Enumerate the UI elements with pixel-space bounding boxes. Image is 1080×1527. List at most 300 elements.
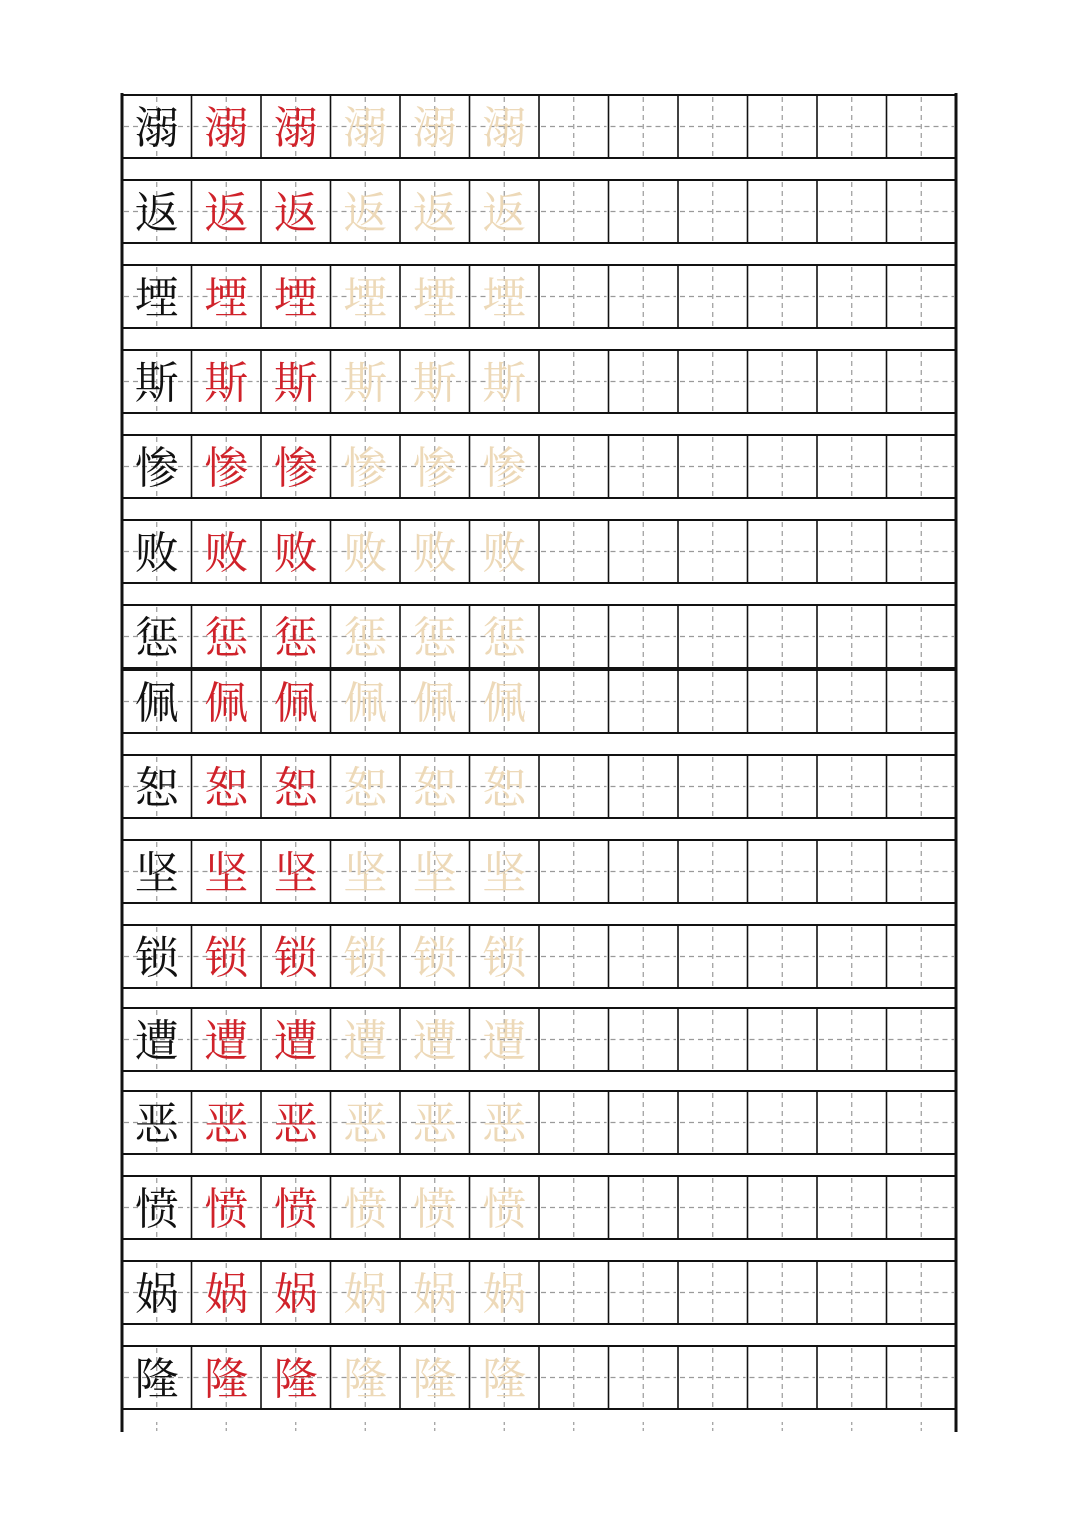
practice-row [122, 95, 956, 158]
trace-cell-red [192, 180, 260, 243]
model-character: 溺 [134, 103, 179, 154]
writing-box[interactable] [887, 840, 955, 903]
writing-box[interactable] [748, 1176, 816, 1239]
writing-box[interactable] [887, 605, 955, 668]
trace-cell-faint [400, 180, 468, 243]
writing-box[interactable] [678, 265, 746, 328]
trace-cell-faint [400, 95, 468, 158]
writing-box[interactable] [609, 265, 677, 328]
trace-cell-red [192, 840, 260, 903]
writing-box[interactable] [539, 180, 607, 243]
practice-row [122, 605, 956, 668]
writing-box[interactable] [887, 95, 955, 158]
writing-box[interactable] [887, 265, 955, 328]
trace-cell-red [192, 670, 260, 733]
faint-trace-character: 堙 [482, 273, 527, 324]
trace-cell-faint [400, 265, 468, 328]
model-cell [124, 437, 190, 496]
writing-box[interactable] [817, 180, 885, 243]
writing-box[interactable] [887, 520, 955, 583]
model-character: 遭 [134, 1016, 179, 1067]
faint-trace-character: 斯 [412, 358, 457, 409]
writing-box[interactable] [678, 95, 746, 158]
model-cell [124, 672, 190, 731]
faint-trace-character: 佩 [482, 678, 527, 729]
faint-trace-character: 遭 [412, 1016, 457, 1067]
trace-cell-faint [331, 95, 399, 158]
red-trace-character: 愤 [204, 1184, 249, 1235]
model-character: 恶 [134, 1099, 179, 1150]
trace-cell-faint [400, 350, 468, 413]
faint-trace-character: 锁 [343, 933, 388, 984]
writing-box[interactable] [678, 755, 746, 818]
red-trace-character: 隆 [204, 1354, 249, 1405]
faint-trace-character: 返 [343, 188, 388, 239]
model-character: 佩 [134, 678, 179, 729]
writing-box[interactable] [817, 755, 885, 818]
red-trace-character: 败 [204, 528, 249, 579]
faint-trace-character: 斯 [482, 358, 527, 409]
writing-box[interactable] [817, 265, 885, 328]
red-trace-character: 堙 [273, 273, 318, 324]
trace-cell-red [261, 605, 329, 668]
trace-cell-red [261, 520, 329, 583]
trace-cell-faint [470, 605, 538, 668]
writing-box[interactable] [817, 1091, 885, 1154]
faint-trace-character: 败 [482, 528, 527, 579]
writing-box[interactable] [817, 605, 885, 668]
faint-trace-character: 恕 [343, 763, 388, 814]
model-cell [124, 927, 190, 986]
faint-trace-character: 佩 [343, 678, 388, 729]
model-character: 隆 [134, 1354, 179, 1405]
trace-cell-red [261, 1261, 329, 1324]
model-cell [124, 1093, 190, 1152]
writing-box[interactable] [887, 435, 955, 498]
trace-cell-red [192, 1176, 260, 1239]
trace-cell-faint [331, 1346, 399, 1409]
model-character: 愤 [134, 1184, 179, 1235]
writing-box[interactable] [887, 1176, 955, 1239]
writing-box[interactable] [817, 350, 885, 413]
trace-cell-faint [470, 180, 538, 243]
trace-cell-faint [470, 1008, 538, 1071]
writing-box[interactable] [678, 520, 746, 583]
red-trace-character: 溺 [204, 103, 249, 154]
writing-box[interactable] [609, 605, 677, 668]
practice-row [122, 520, 956, 583]
trace-cell-red [261, 1176, 329, 1239]
faint-trace-character: 惨 [343, 443, 388, 494]
writing-box[interactable] [748, 1091, 816, 1154]
red-trace-character: 佩 [204, 678, 249, 729]
writing-box[interactable] [817, 1176, 885, 1239]
model-cell [124, 267, 190, 326]
faint-trace-character: 惩 [482, 613, 527, 664]
faint-trace-character: 隆 [412, 1354, 457, 1405]
writing-box[interactable] [678, 1008, 746, 1071]
practice-row [122, 755, 956, 818]
writing-box[interactable] [748, 605, 816, 668]
practice-row [122, 265, 956, 328]
red-trace-character: 娲 [273, 1269, 318, 1320]
faint-trace-character: 娲 [482, 1269, 527, 1320]
writing-box[interactable] [887, 925, 955, 988]
trace-cell-red [261, 755, 329, 818]
trace-cell-red [192, 1008, 260, 1071]
faint-trace-character: 溺 [343, 103, 388, 154]
faint-trace-character: 败 [343, 528, 388, 579]
writing-box[interactable] [678, 350, 746, 413]
faint-trace-character: 隆 [482, 1354, 527, 1405]
red-trace-character: 惨 [204, 443, 249, 494]
writing-box[interactable] [609, 435, 677, 498]
faint-trace-character: 恕 [482, 763, 527, 814]
writing-box[interactable] [748, 265, 816, 328]
trace-cell-faint [331, 605, 399, 668]
trace-cell-faint [331, 670, 399, 733]
model-cell [124, 352, 190, 411]
trace-cell-faint [470, 840, 538, 903]
trace-cell-faint [331, 925, 399, 988]
trace-cell-faint [400, 520, 468, 583]
trace-cell-faint [331, 1261, 399, 1324]
writing-box[interactable] [678, 925, 746, 988]
writing-box[interactable] [678, 1261, 746, 1324]
trace-cell-red [261, 1008, 329, 1071]
writing-box[interactable] [609, 840, 677, 903]
writing-box[interactable] [817, 840, 885, 903]
red-trace-character: 娲 [204, 1269, 249, 1320]
faint-trace-character: 佩 [412, 678, 457, 729]
red-trace-character: 恶 [273, 1099, 318, 1150]
model-cell [124, 1348, 190, 1407]
writing-box[interactable] [748, 1346, 816, 1409]
writing-box[interactable] [748, 1008, 816, 1071]
practice-row [122, 1008, 956, 1071]
trace-cell-red [192, 925, 260, 988]
trace-cell-red [192, 435, 260, 498]
red-trace-character: 溺 [273, 103, 318, 154]
writing-box[interactable] [539, 755, 607, 818]
trace-cell-faint [331, 1091, 399, 1154]
faint-trace-character: 惨 [412, 443, 457, 494]
trace-cell-faint [470, 350, 538, 413]
writing-box[interactable] [748, 1261, 816, 1324]
writing-box[interactable] [678, 605, 746, 668]
model-character: 返 [134, 188, 179, 239]
faint-trace-character: 遭 [482, 1016, 527, 1067]
trace-cell-red [192, 95, 260, 158]
trace-cell-red [192, 1346, 260, 1409]
red-trace-character: 恕 [273, 763, 318, 814]
red-trace-character: 锁 [273, 933, 318, 984]
trace-cell-faint [331, 520, 399, 583]
writing-box[interactable] [678, 670, 746, 733]
practice-row [122, 1346, 956, 1409]
model-cell [124, 757, 190, 816]
trace-cell-red [261, 840, 329, 903]
writing-box[interactable] [748, 520, 816, 583]
faint-trace-character: 惨 [482, 443, 527, 494]
red-trace-character: 遭 [204, 1016, 249, 1067]
trace-cell-faint [470, 1176, 538, 1239]
trace-cell-red [192, 755, 260, 818]
trace-cell-red [261, 265, 329, 328]
faint-trace-character: 惩 [343, 613, 388, 664]
trace-cell-red [261, 350, 329, 413]
trace-cell-faint [470, 1346, 538, 1409]
model-cell [124, 1178, 190, 1237]
red-trace-character: 恶 [204, 1099, 249, 1150]
faint-trace-character: 锁 [482, 933, 527, 984]
writing-box[interactable] [609, 1261, 677, 1324]
model-character: 恕 [134, 763, 179, 814]
faint-trace-character: 坚 [412, 848, 457, 899]
trace-cell-faint [331, 1008, 399, 1071]
writing-box[interactable] [748, 840, 816, 903]
writing-box[interactable] [539, 1346, 607, 1409]
trace-cell-faint [470, 925, 538, 988]
red-trace-character: 惨 [273, 443, 318, 494]
writing-box[interactable] [678, 180, 746, 243]
trace-cell-faint [331, 840, 399, 903]
writing-box[interactable] [678, 1091, 746, 1154]
model-character: 堙 [134, 273, 179, 324]
red-trace-character: 惩 [273, 613, 318, 664]
trace-cell-faint [470, 435, 538, 498]
model-cell [124, 522, 190, 581]
trace-cell-faint [470, 670, 538, 733]
writing-box[interactable] [609, 1346, 677, 1409]
practice-row [122, 350, 956, 413]
trace-cell-faint [400, 755, 468, 818]
writing-box[interactable] [817, 1261, 885, 1324]
writing-box[interactable] [609, 925, 677, 988]
faint-trace-character: 溺 [412, 103, 457, 154]
writing-box[interactable] [748, 435, 816, 498]
faint-trace-character: 坚 [343, 848, 388, 899]
writing-box[interactable] [678, 840, 746, 903]
model-cell [124, 97, 190, 156]
red-trace-character: 返 [273, 188, 318, 239]
faint-trace-character: 败 [412, 528, 457, 579]
writing-box[interactable] [539, 1261, 607, 1324]
trace-cell-faint [470, 95, 538, 158]
trace-cell-red [192, 350, 260, 413]
writing-box[interactable] [609, 1176, 677, 1239]
writing-box[interactable] [609, 350, 677, 413]
trace-cell-faint [400, 1176, 468, 1239]
writing-box[interactable] [539, 1176, 607, 1239]
model-character: 锁 [134, 933, 179, 984]
writing-box[interactable] [748, 350, 816, 413]
practice-row [122, 1176, 956, 1239]
writing-box[interactable] [609, 755, 677, 818]
writing-box[interactable] [539, 605, 607, 668]
writing-box[interactable] [539, 350, 607, 413]
writing-box[interactable] [748, 755, 816, 818]
writing-box[interactable] [887, 1346, 955, 1409]
writing-box[interactable] [678, 1346, 746, 1409]
model-cell [124, 842, 190, 901]
writing-box[interactable] [887, 1261, 955, 1324]
faint-trace-character: 溺 [482, 103, 527, 154]
red-trace-character: 恕 [204, 763, 249, 814]
trace-cell-faint [470, 755, 538, 818]
writing-box[interactable] [748, 180, 816, 243]
model-character: 惨 [134, 443, 179, 494]
trace-cell-faint [400, 1261, 468, 1324]
faint-trace-character: 愤 [412, 1184, 457, 1235]
faint-trace-character: 返 [412, 188, 457, 239]
trace-cell-red [192, 520, 260, 583]
writing-box[interactable] [539, 670, 607, 733]
faint-trace-character: 斯 [343, 358, 388, 409]
writing-box[interactable] [887, 180, 955, 243]
trace-cell-faint [400, 1091, 468, 1154]
trace-cell-faint [400, 1346, 468, 1409]
writing-box[interactable] [539, 265, 607, 328]
writing-box[interactable] [817, 1346, 885, 1409]
writing-box[interactable] [748, 95, 816, 158]
writing-box[interactable] [887, 755, 955, 818]
trace-cell-red [261, 925, 329, 988]
writing-box[interactable] [817, 1008, 885, 1071]
faint-trace-character: 恶 [343, 1099, 388, 1150]
trace-cell-faint [470, 1091, 538, 1154]
red-trace-character: 返 [204, 188, 249, 239]
writing-box[interactable] [817, 520, 885, 583]
model-character: 坚 [134, 848, 179, 899]
trace-cell-faint [470, 520, 538, 583]
writing-box[interactable] [887, 350, 955, 413]
writing-box[interactable] [609, 95, 677, 158]
trace-cell-faint [331, 265, 399, 328]
writing-box[interactable] [539, 925, 607, 988]
writing-box[interactable] [817, 95, 885, 158]
writing-box[interactable] [817, 435, 885, 498]
practice-row [122, 840, 956, 903]
trace-cell-red [192, 1261, 260, 1324]
writing-box[interactable] [539, 840, 607, 903]
writing-box[interactable] [609, 1008, 677, 1071]
trace-cell-faint [470, 1261, 538, 1324]
model-cell [124, 1010, 190, 1069]
model-character: 斯 [134, 358, 179, 409]
red-trace-character: 斯 [273, 358, 318, 409]
writing-box[interactable] [539, 1008, 607, 1071]
red-trace-character: 惩 [204, 613, 249, 664]
faint-trace-character: 愤 [482, 1184, 527, 1235]
red-trace-character: 斯 [204, 358, 249, 409]
writing-box[interactable] [748, 670, 816, 733]
model-cell [124, 1263, 190, 1322]
practice-row [122, 925, 956, 988]
writing-box[interactable] [887, 1008, 955, 1071]
practice-row [122, 180, 956, 243]
faint-trace-character: 返 [482, 188, 527, 239]
trace-cell-faint [400, 925, 468, 988]
trace-cell-red [261, 435, 329, 498]
writing-box[interactable] [539, 1091, 607, 1154]
trace-cell-faint [331, 435, 399, 498]
writing-box[interactable] [678, 1176, 746, 1239]
red-trace-character: 愤 [273, 1184, 318, 1235]
writing-box[interactable] [539, 435, 607, 498]
faint-trace-character: 惩 [412, 613, 457, 664]
writing-box[interactable] [678, 435, 746, 498]
trace-cell-faint [400, 840, 468, 903]
faint-trace-character: 隆 [343, 1354, 388, 1405]
red-trace-character: 锁 [204, 933, 249, 984]
practice-row [122, 1261, 956, 1324]
trace-cell-faint [331, 1176, 399, 1239]
writing-box[interactable] [609, 520, 677, 583]
model-character: 败 [134, 528, 179, 579]
writing-box[interactable] [539, 520, 607, 583]
faint-trace-character: 恶 [412, 1099, 457, 1150]
red-trace-character: 遭 [273, 1016, 318, 1067]
faint-trace-character: 坚 [482, 848, 527, 899]
trace-cell-red [261, 180, 329, 243]
faint-trace-character: 恕 [412, 763, 457, 814]
red-trace-character: 坚 [273, 848, 318, 899]
writing-box[interactable] [609, 670, 677, 733]
red-trace-character: 败 [273, 528, 318, 579]
trace-cell-faint [331, 180, 399, 243]
practice-row [122, 435, 956, 498]
writing-box[interactable] [539, 95, 607, 158]
model-character: 惩 [134, 613, 179, 664]
trace-cell-red [261, 1091, 329, 1154]
faint-trace-character: 恶 [482, 1099, 527, 1150]
writing-box[interactable] [817, 670, 885, 733]
trace-cell-red [261, 95, 329, 158]
faint-trace-character: 堙 [412, 273, 457, 324]
red-trace-character: 坚 [204, 848, 249, 899]
writing-box[interactable] [609, 180, 677, 243]
trace-cell-faint [400, 435, 468, 498]
red-trace-character: 佩 [273, 678, 318, 729]
faint-trace-character: 遭 [343, 1016, 388, 1067]
faint-trace-character: 堙 [343, 273, 388, 324]
trace-cell-faint [331, 755, 399, 818]
trace-cell-faint [470, 265, 538, 328]
writing-box[interactable] [887, 1091, 955, 1154]
trace-cell-red [192, 605, 260, 668]
model-cell [124, 182, 190, 241]
trace-cell-red [261, 670, 329, 733]
trace-cell-red [192, 1091, 260, 1154]
trace-cell-faint [400, 1008, 468, 1071]
writing-box[interactable] [609, 1091, 677, 1154]
trace-cell-red [261, 1346, 329, 1409]
writing-box[interactable] [748, 925, 816, 988]
model-cell [124, 607, 190, 666]
trace-cell-red [192, 265, 260, 328]
faint-trace-character: 愤 [343, 1184, 388, 1235]
writing-box[interactable] [817, 925, 885, 988]
red-trace-character: 隆 [273, 1354, 318, 1405]
faint-trace-character: 娲 [412, 1269, 457, 1320]
writing-box[interactable] [887, 670, 955, 733]
model-character: 娲 [134, 1269, 179, 1320]
trace-cell-faint [331, 350, 399, 413]
practice-row [122, 670, 956, 733]
red-trace-character: 堙 [204, 273, 249, 324]
trace-cell-faint [400, 670, 468, 733]
